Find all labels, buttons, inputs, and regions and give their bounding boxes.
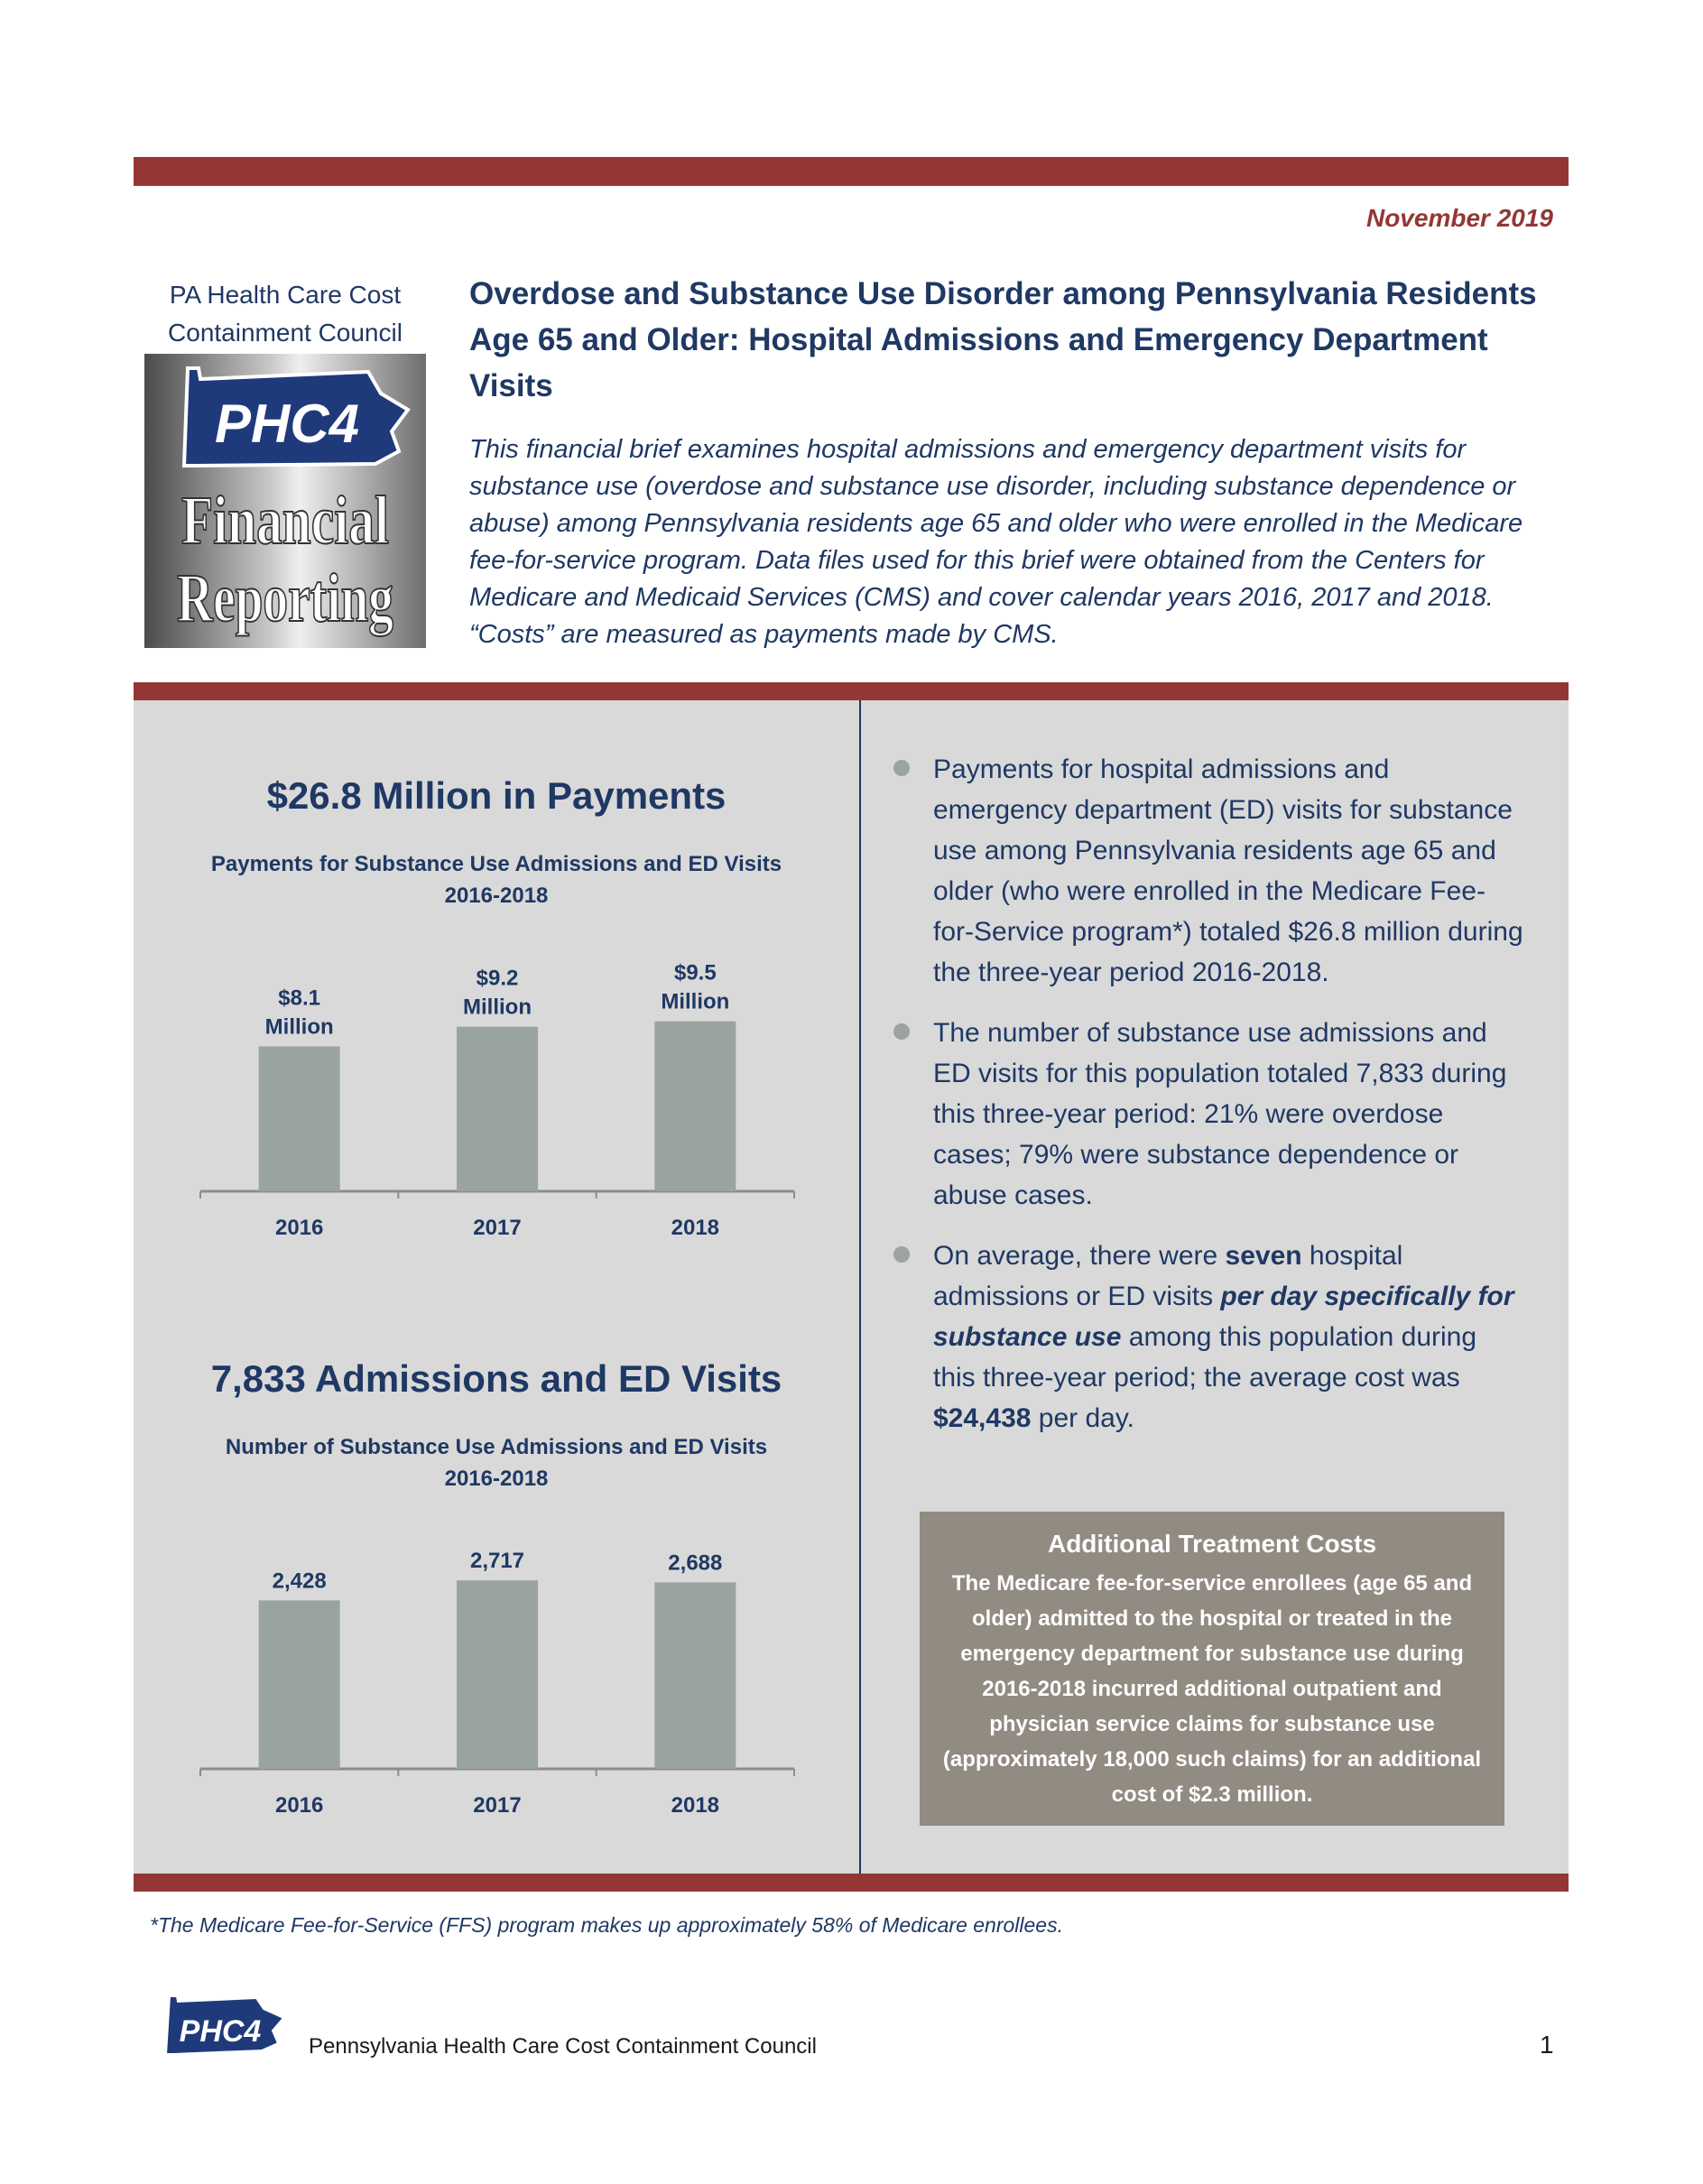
top-red-bar bbox=[134, 157, 1569, 186]
payments-data-label-2018: Million bbox=[661, 989, 730, 1014]
page-number: 1 bbox=[1540, 2031, 1554, 2059]
payments-category-label-2017: 2017 bbox=[473, 1216, 522, 1240]
visits-chart-subtitle bbox=[144, 1431, 848, 1495]
payments-data-label-2018: $9.5 bbox=[673, 960, 717, 986]
finding-daily-text bbox=[933, 1241, 1514, 1433]
visits-bar-2017 bbox=[457, 1580, 538, 1769]
payments-data-label-2017: $9.2 bbox=[476, 966, 519, 991]
payments-data-label-2017: Million bbox=[463, 995, 532, 1020]
finding-payments bbox=[893, 749, 1525, 993]
svg-text:PHC4: PHC4 bbox=[179, 2014, 262, 2049]
visits-data-label-2018: 2,688 bbox=[668, 1550, 723, 1576]
phc4-footer-logo bbox=[162, 1991, 289, 2063]
daily-emphasis: per day specifically for substance use bbox=[933, 1282, 1514, 1352]
payments-subtitle-line2: 2016-2018 bbox=[444, 884, 549, 908]
payments-data-label-2016: Million bbox=[264, 1014, 334, 1040]
visits-bar-2018 bbox=[654, 1582, 736, 1769]
payments-bar-2016 bbox=[259, 1046, 340, 1191]
daily-text-part2: hospital admissions or ED visits bbox=[933, 1241, 1403, 1311]
visits-subtitle-line2: 2016-2018 bbox=[444, 1467, 549, 1491]
additional-costs-callout bbox=[920, 1512, 1504, 1826]
payments-subtitle-line1: Payments for Substance Use Admissions and ED Visits bbox=[210, 852, 782, 876]
svg-text:Financial: Financial bbox=[181, 483, 389, 559]
visits-data-label-2017: 2,717 bbox=[469, 1549, 525, 1574]
visits-subtitle-line1: Number of Substance Use Admissions and ED Visits bbox=[225, 1435, 768, 1459]
footer-org-name: Pennsylvania Health Care Cost Containment Council bbox=[309, 2034, 817, 2059]
callout-body: The Medicare fee-for-service enrollees (age 65 and older) admitted to the hospital or treated in the emergency department for substance use during 2016-2018 incurred additional outpatient and physician service claims for substance use (approximately 18,000 such claims) for an additional cost of $2.3 million. bbox=[942, 1571, 1482, 1807]
daily-count: seven bbox=[1225, 1241, 1302, 1271]
panel-divider bbox=[859, 700, 861, 1874]
visits-bar-2016 bbox=[259, 1600, 340, 1769]
footnote: *The Medicare Fee-for-Service (FFS) program makes up approximately 58% of Medicare enrollees. bbox=[150, 1913, 1063, 1937]
visits-headline: 7,833 Admissions and ED Visits bbox=[210, 1357, 782, 1400]
report-date: November 2019 bbox=[1365, 204, 1553, 232]
finding-daily-average bbox=[893, 1235, 1525, 1439]
visits-category-label-2018: 2018 bbox=[671, 1793, 720, 1818]
payments-bar-chart bbox=[180, 921, 812, 1254]
bottom-red-bar bbox=[134, 1874, 1569, 1892]
svg-text:PHC4: PHC4 bbox=[214, 393, 360, 454]
org-name: PA Health Care Cost Containment Council bbox=[168, 281, 403, 347]
payments-chart-subtitle bbox=[144, 848, 848, 912]
payments-bar-2018 bbox=[654, 1022, 736, 1191]
middle-red-bar bbox=[134, 682, 1569, 700]
finding-visits bbox=[893, 1013, 1525, 1216]
intro-paragraph: This financial brief examines hospital admissions and emergency department visits for substance use (overdose and substance use disorder, including substance dependence or abuse) among Pennsylvania residents age 65 and older who were enrolled in the Medicare fee-for-service program. Data files used for this brief were obtained from the Centers for Medicare and Medicaid Services (CMS) and cover calendar years 2016, 2017 and 2018. “Costs” are measured as payments made by CMS. bbox=[469, 435, 1523, 649]
visits-category-label-2016: 2016 bbox=[274, 1793, 324, 1818]
daily-text-part1: On average, there were bbox=[933, 1241, 1226, 1271]
key-findings-list bbox=[893, 749, 1525, 1458]
bullet-dot-icon bbox=[893, 760, 910, 776]
financial-reporting-logo bbox=[144, 354, 426, 648]
visits-data-label-2016: 2,428 bbox=[272, 1569, 327, 1594]
payments-bar-2017 bbox=[457, 1027, 538, 1191]
daily-cost: $24,438 bbox=[933, 1403, 1032, 1433]
daily-text-part3: among this population during this three-year period; the average cost was bbox=[933, 1322, 1477, 1393]
bullet-dot-icon bbox=[893, 1246, 910, 1263]
svg-text:Reporting: Reporting bbox=[177, 560, 393, 636]
payments-data-label-2016: $8.1 bbox=[278, 986, 321, 1011]
finding-payments-text: Payments for hospital admissions and emergency department (ED) visits for substance use among Pennsylvania residents age 65 and older (who were enrolled in the Medicare Fee-for-Service program*) totaled $26.8 million during the three-year period 2016-2018. bbox=[933, 754, 1523, 987]
pa-map-logo-graphic bbox=[144, 354, 426, 648]
payments-headline: $26.8 Million in Payments bbox=[266, 774, 727, 817]
visits-bar-chart bbox=[180, 1516, 812, 1832]
callout-title: Additional Treatment Costs bbox=[1047, 1530, 1377, 1558]
payments-category-label-2016: 2016 bbox=[274, 1216, 324, 1240]
visits-category-label-2017: 2017 bbox=[473, 1793, 522, 1818]
finding-visits-text: The number of substance use admissions and ED visits for this population totaled 7,833 during this three-year period: 21% were overdose cases; 79% were substance dependence or abuse cases. bbox=[933, 1018, 1507, 1210]
daily-text-part4: per day. bbox=[1031, 1403, 1134, 1433]
payments-category-label-2018: 2018 bbox=[671, 1216, 720, 1240]
report-title: Overdose and Substance Use Disorder among Pennsylvania Residents Age 65 and Older: Hospital Admissions and Emergency Department Visits bbox=[469, 276, 1537, 403]
bullet-dot-icon bbox=[893, 1023, 910, 1040]
